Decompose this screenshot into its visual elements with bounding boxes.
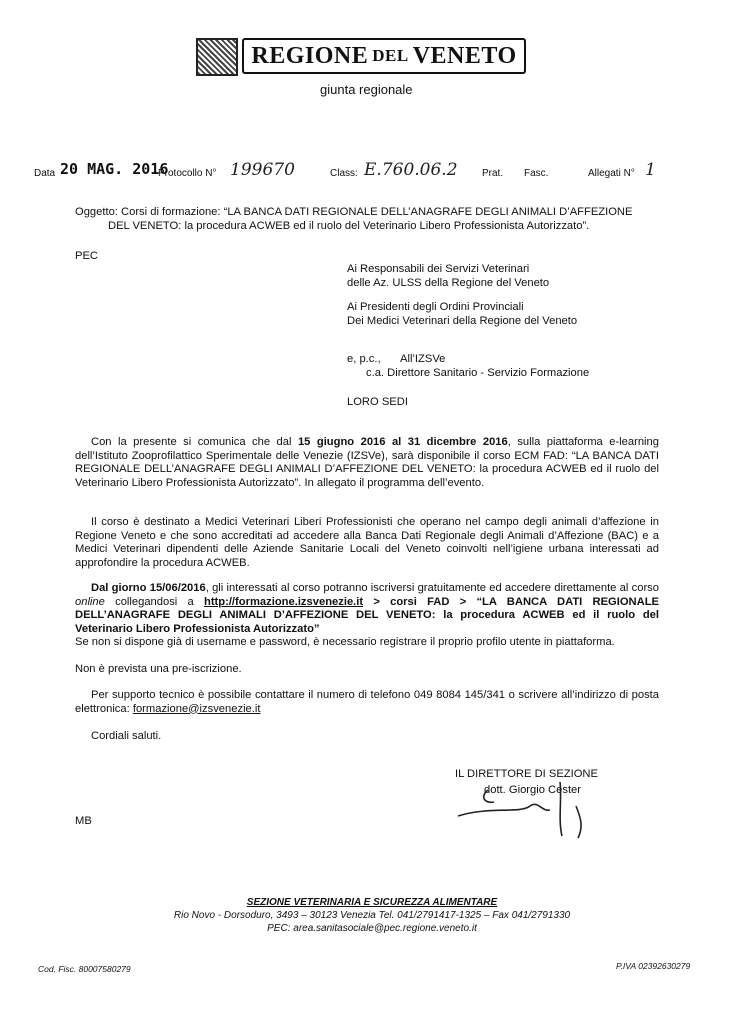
cc-label: e, p.c., xyxy=(347,353,381,365)
footer-section-name: SEZIONE VETERINARIA E SICUREZZA ALIMENTARE xyxy=(246,897,498,908)
protocollo-value: 199670 xyxy=(230,160,295,180)
pec-label: PEC xyxy=(75,250,99,262)
title-part3: VENETO xyxy=(412,42,517,69)
handwritten-signature xyxy=(450,776,610,840)
cc-line2: c.a. Direttore Sanitario - Servizio Formazione xyxy=(366,367,590,379)
signature-role: IL DIRETTORE DI SEZIONE xyxy=(455,768,598,780)
piva: P.IVA 02392630279 xyxy=(616,961,691,971)
formazione-link[interactable]: http://formazione.izsvenezie.it xyxy=(203,595,364,608)
p3-online: online xyxy=(75,595,105,608)
recipient2-line1: Ai Presidenti degli Ordini Provinciali xyxy=(347,301,524,313)
p1-text-c: , sulla piattaforma e-learning dell’Istituto Zooprofilattico Sperimentale delle Venezie (IZSVe), sarà disponibile il corso ECM FAD: “LA BANCA DATI REGIONALE DELL’ANAGRAFE DEGLI ANIMALI D’AFFEZIONE DEL VENETO: la procedura ACWEB ed il ruolo del Veterinario Libero Professionista Autorizzato”. In allegato il programma dell’evento. xyxy=(75,436,659,489)
p4-text: Per supporto tecnico è possibile contattare il numero di telefono 049 8084 145/341 o scrivere all’indirizzo di posta elettronica: xyxy=(75,689,659,715)
allegati-label: Allegati N° xyxy=(588,168,635,179)
class-label: Class: xyxy=(330,168,358,179)
oggetto-line1: Oggetto: Corsi di formazione: “LA BANCA DATI REGIONALE DELL’ANAGRAFE DEGLI ANIMALI D’AFFEZIONE xyxy=(75,206,633,218)
p3-date: Dal giorno 15/06/2016 xyxy=(91,582,206,594)
initials: MB xyxy=(75,815,92,827)
prat-label: Prat. xyxy=(482,168,504,179)
data-label: Data xyxy=(34,168,56,179)
recipient2-line2: Dei Medici Veterinari della Regione del Veneto xyxy=(347,315,578,327)
protocollo-label: Protocollo N° xyxy=(158,168,217,179)
recipient1-line2: delle Az. ULSS della Regione del Veneto xyxy=(347,277,550,289)
oggetto-line2: DEL VENETO: la procedura ACWEB ed il ruolo del Veterinario Libero Professionista Autorizzato”. xyxy=(108,220,590,232)
paragraph-3 xyxy=(75,582,659,636)
paragraph-2: Il corso è destinato a Medici Veterinari Liberi Professionisti che operano nel campo degli animali d’affezione in Regione Veneto e che sono accreditati ad accedere alla Banca Dati Regionale degli Animali d’Affezione (BAC) e a Medici Veterinari dipendenti delle Aziende Sanitarie Locali del Veneto coinvolti nell’igiene urbana interessati ad approfondire la procedura ACWEB. xyxy=(75,516,659,569)
signature-name: dott. Giorgio Cester xyxy=(484,784,582,796)
p3-no-preregistration: Non è prevista una pre-iscrizione. xyxy=(75,663,242,675)
support-email-link[interactable]: formazione@izsvenezie.it xyxy=(132,702,261,715)
cc-line1: All’IZSVe xyxy=(400,353,446,365)
cod-fisc: Cod. Fisc. 80007580279 xyxy=(38,964,131,974)
region-title xyxy=(242,38,526,74)
date-stamp: 20 MAG. 2016 xyxy=(60,160,169,178)
loro-sedi: LORO SEDI xyxy=(347,396,408,408)
p3-course-path: > corsi FAD > “LA BANCA DATI REGIONALE DELL’ANAGRAFE DEGLI ANIMALI D’AFFEZIONE DEL VENETO: la procedura ACWEB ed il ruolo del Veterinario Libero Professionista Autorizzato” xyxy=(75,595,660,635)
giunta-subtitle: giunta regionale xyxy=(320,82,413,97)
p3-text-c: collegandosi a xyxy=(115,595,194,608)
region-crest-logo xyxy=(196,38,238,76)
closing: Cordiali saluti. xyxy=(91,730,162,742)
recipient1-line1: Ai Responsabili dei Servizi Veterinari xyxy=(347,263,530,275)
title-part2: DEL xyxy=(372,46,409,65)
p1-dates: 15 giugno 2016 al 31 dicembre 2016 xyxy=(297,436,508,448)
footer-pec: PEC: area.sanitasociale@pec.regione.veneto.it xyxy=(267,923,477,934)
paragraph-1 xyxy=(75,436,659,490)
p3-text-b: , gli interessati al corso potranno iscriversi gratuitamente ed accedere direttamente al corso xyxy=(205,582,659,594)
title-part1: REGIONE xyxy=(251,42,369,69)
fasc-label: Fasc. xyxy=(524,168,549,179)
p1-text-a: Con la presente si comunica che dal xyxy=(91,436,292,448)
paragraph-4 xyxy=(75,689,659,716)
p3-registration-note: Se non si dispone già di username e password, è necessario registrare il proprio profilo utente in piattaforma. xyxy=(75,636,615,648)
allegati-value: 1 xyxy=(645,160,656,180)
class-value: E.760.06.2 xyxy=(364,160,458,180)
footer-address: Rio Novo - Dorsoduro, 3493 – 30123 Venezia Tel. 041/2791417-1325 – Fax 041/2791330 xyxy=(173,910,571,921)
